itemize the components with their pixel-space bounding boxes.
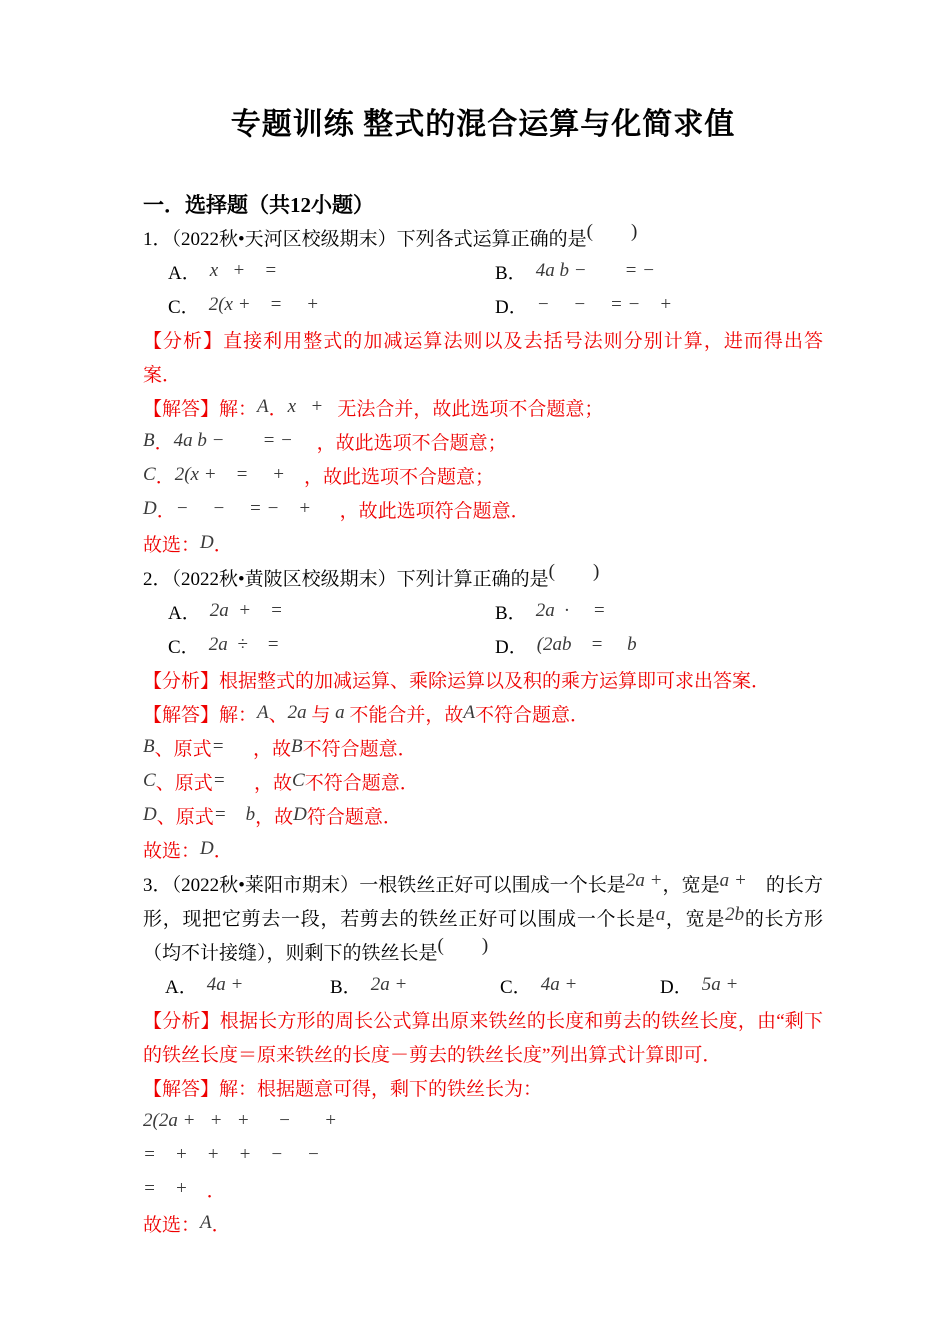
red-text-run: 故选：	[143, 841, 201, 862]
math-fragment: 2(x + = +	[174, 464, 304, 485]
math-fragment: 2a + =	[209, 600, 283, 621]
options-row	[143, 257, 823, 291]
red-text-run: 符合题意．	[306, 807, 402, 828]
text-run: 的长方形，现把它剪去一段，若剪去的铁丝正好可以围成一个长是	[143, 875, 823, 930]
options-row	[143, 291, 823, 325]
answer-paren: ( )	[437, 935, 489, 956]
solution-line	[143, 393, 823, 427]
math-fragment: = b	[213, 804, 256, 825]
problem-statement	[143, 869, 823, 971]
red-text-run: ．	[154, 433, 174, 454]
math-fragment: a	[330, 702, 350, 723]
solution-line	[143, 733, 823, 767]
math-fragment: D	[143, 498, 157, 519]
analysis-line	[143, 1005, 823, 1073]
analysis-line	[143, 325, 823, 393]
option-D	[495, 631, 637, 665]
option-label: A．	[165, 977, 198, 998]
red-text-run: 与	[311, 705, 331, 726]
red-text-run: ．	[213, 535, 233, 556]
problems-list	[143, 223, 823, 1243]
option-label: A．	[168, 603, 201, 624]
math-fragment: D	[293, 804, 307, 825]
red-text-run: ，故此选项不合题意；	[303, 467, 494, 488]
math-fragment: − − = − +	[175, 498, 340, 519]
solution-line	[143, 767, 823, 801]
red-text-run: 【分析】根据长方形的周长公式算出原来铁丝的长度和剪去的铁丝长度，由“剩下的铁丝长度＝原来铁丝的长度－剪去的铁丝长度”列出算式计算即可．	[143, 1011, 823, 1066]
math-fragment: A	[257, 702, 269, 723]
math-fragment: C	[143, 464, 156, 485]
math-fragment: C	[292, 770, 305, 791]
option-A	[168, 257, 495, 291]
options-row	[143, 971, 823, 1005]
red-text-run: 【解答】解：根据题意可得，剩下的铁丝长为：	[143, 1079, 543, 1100]
option-A	[168, 597, 495, 631]
math-fragment: C	[143, 770, 156, 791]
math-fragment: 2(x + = +	[208, 294, 319, 315]
problem-statement	[143, 223, 823, 257]
analysis-line	[143, 665, 823, 699]
math-fragment: A	[463, 702, 476, 723]
formula-line	[143, 1107, 823, 1141]
option-label: C．	[500, 977, 532, 998]
page-content	[0, 102, 950, 1243]
red-text-run: 【分析】根据整式的加减运算、乘除运算以及积的乘方运算即可求出答案．	[143, 671, 771, 692]
page-title: 专题训练 整式的混合运算与化简求值	[230, 108, 736, 141]
math-fragment: D	[200, 532, 214, 553]
math-fragment: A	[200, 1212, 212, 1233]
option-label: D．	[660, 977, 693, 998]
option-label: B．	[495, 603, 527, 624]
math-fragment: B	[290, 736, 303, 757]
math-fragment: 2a	[287, 702, 312, 723]
red-text-run: ．	[156, 501, 176, 522]
red-text-run: 故选：	[143, 1215, 201, 1236]
solution-line	[143, 801, 823, 835]
red-text-run: 、原式	[155, 773, 213, 794]
red-text-run: ，故此选项符合题意．	[339, 501, 530, 522]
options-row	[143, 597, 823, 631]
problem-2	[143, 563, 823, 869]
options-row	[143, 631, 823, 665]
answer-paren: ( )	[548, 561, 600, 582]
solution-line	[143, 427, 823, 461]
red-text-run: ．	[187, 1181, 226, 1202]
math-fragment: B	[143, 736, 155, 757]
option-D	[495, 291, 672, 325]
red-text-run: ．	[268, 399, 288, 420]
problem-1	[143, 223, 823, 563]
red-text-run: ，故	[254, 773, 293, 794]
math-fragment: B	[143, 430, 155, 451]
option-B	[330, 971, 500, 1005]
formula-line	[143, 1175, 823, 1209]
red-text-run: 【分析】直接利用整式的加减运算法则以及去括号法则分别计算，进而得出答案．	[143, 331, 823, 386]
math-fragment: 2b	[725, 904, 745, 925]
solution-line	[143, 1073, 823, 1107]
answer-line	[143, 1209, 823, 1243]
red-text-run: ．	[211, 1215, 231, 1236]
math-fragment: 2(2a + + + − +	[143, 1110, 337, 1131]
option-A	[165, 971, 330, 1005]
option-B	[495, 597, 606, 631]
math-fragment: x +	[287, 396, 338, 417]
option-C	[500, 971, 660, 1005]
red-text-run: 不符合题意．	[304, 773, 419, 794]
red-text-run: 、原式	[156, 807, 214, 828]
math-fragment: 4a +	[540, 974, 578, 995]
math-fragment: =	[212, 770, 255, 791]
option-label: B．	[495, 263, 527, 284]
red-text-run: 、	[268, 705, 288, 726]
option-label: B．	[330, 977, 362, 998]
red-text-run: 不能合并，故	[349, 705, 464, 726]
option-label: D．	[495, 637, 528, 658]
red-text-run: ，故	[252, 739, 291, 760]
answer-paren: ( )	[586, 221, 638, 242]
text-run: 的长方形（均不计接缝），则剩下的铁丝长是	[143, 909, 823, 964]
option-label: A．	[168, 263, 201, 284]
math-fragment: A	[257, 396, 269, 417]
option-B	[495, 257, 655, 291]
math-fragment: 4a +	[206, 974, 244, 995]
red-text-run: 、原式	[154, 739, 212, 760]
math-fragment: 4a b − = −	[173, 430, 317, 451]
math-fragment: 2a ÷ =	[208, 634, 280, 655]
solution-line	[143, 461, 823, 495]
text-run: 2．（2022秋•黄陂区校级期末）下列计算正确的是	[143, 569, 549, 590]
math-fragment: a +	[719, 870, 747, 891]
red-text-run: 【解答】解：	[143, 399, 258, 420]
option-label: C．	[168, 297, 200, 318]
red-text-run: ．	[213, 841, 233, 862]
red-text-run: 不符合题意．	[302, 739, 417, 760]
math-fragment: =	[211, 736, 253, 757]
math-fragment: 2a +	[625, 870, 663, 891]
text-run: 1．（2022秋•天河区校级期末）下列各式运算正确的是	[143, 229, 587, 250]
red-text-run: ，故	[255, 807, 294, 828]
red-text-run: 不符合题意．	[475, 705, 590, 726]
red-text-run: 【解答】解：	[143, 705, 258, 726]
text-run: 3．（2022秋•莱阳市期末）一根铁丝正好可以围成一个长是	[143, 875, 626, 896]
red-text-run: ．	[155, 467, 175, 488]
math-fragment: − − = − +	[536, 294, 673, 315]
option-C	[168, 631, 495, 665]
math-fragment: 2a +	[370, 974, 408, 995]
red-text-run: 无法合并，故此选项不合题意；	[337, 399, 604, 420]
math-fragment: = +	[143, 1178, 188, 1199]
math-fragment: 5a +	[701, 974, 739, 995]
text-run: ，宽是	[665, 909, 726, 930]
math-fragment: 4a b − = −	[535, 260, 655, 281]
math-fragment: a	[655, 904, 666, 925]
math-fragment: D	[200, 838, 214, 859]
formula-line	[143, 1141, 823, 1175]
red-text-run: ，故此选项不合题意；	[316, 433, 507, 454]
problem-statement	[143, 563, 823, 597]
option-C	[168, 291, 495, 325]
option-D	[660, 971, 738, 1005]
option-label: D．	[495, 297, 528, 318]
problem-3	[143, 869, 823, 1243]
solution-line	[143, 699, 823, 733]
math-fragment: (2ab = b	[536, 634, 637, 655]
solution-line	[143, 495, 823, 529]
option-label: C．	[168, 637, 200, 658]
math-fragment: D	[143, 804, 157, 825]
answer-line	[143, 835, 823, 869]
section-heading: 一．选择题（共12小题）	[143, 193, 374, 217]
text-run: ，宽是	[662, 875, 720, 896]
answer-line	[143, 529, 823, 563]
math-fragment: = + + + − −	[143, 1144, 320, 1165]
red-text-run: 故选：	[143, 535, 201, 556]
math-fragment: 2a · =	[535, 600, 606, 621]
math-fragment: x + =	[209, 260, 278, 281]
